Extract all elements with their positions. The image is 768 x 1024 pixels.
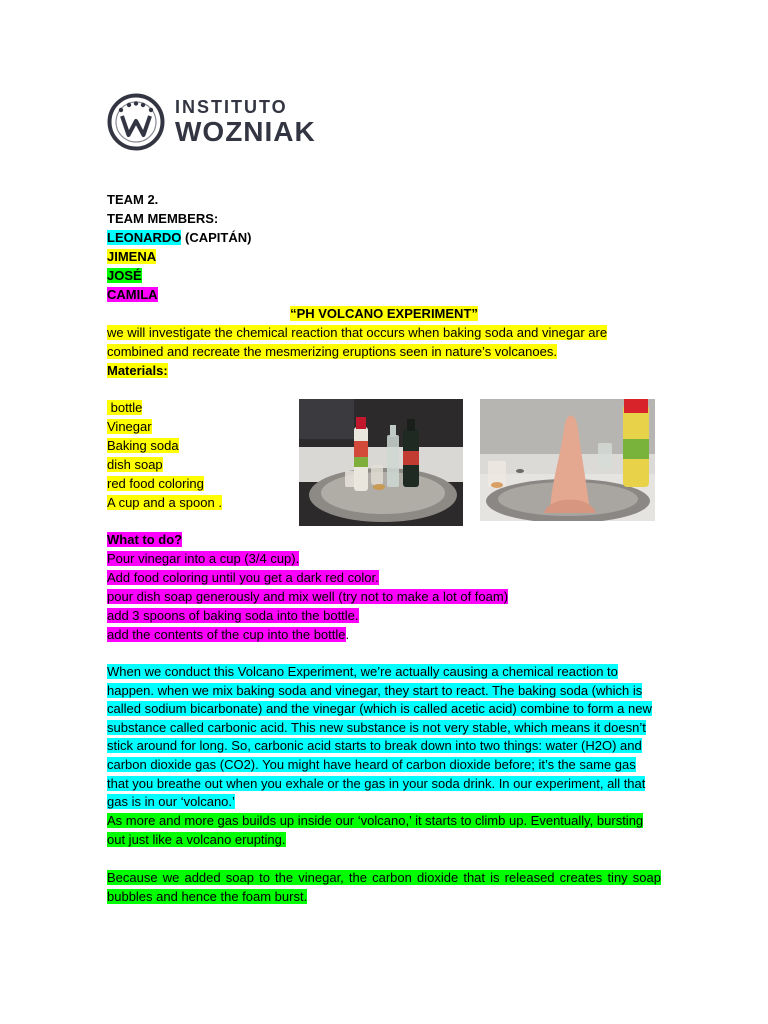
member-name: CAMILA	[107, 287, 158, 302]
team-members-label: TEAM MEMBERS:	[107, 211, 219, 226]
logo-line-1: INSTITUTO	[175, 97, 288, 117]
step-item: Add food coloring until you get a dark red color.	[107, 570, 379, 585]
material-item: Baking soda	[107, 438, 179, 453]
team-title: TEAM 2.	[107, 192, 159, 207]
institute-logo	[107, 91, 316, 153]
materials-label: Materials:	[107, 363, 168, 378]
member-leonardo	[107, 229, 251, 248]
step-item: add 3 spoons of baking soda into the bottle.	[107, 608, 359, 623]
member-camila	[107, 286, 158, 305]
steps-label: What to do?	[107, 532, 183, 547]
member-name: LEONARDO	[107, 230, 182, 245]
w-seal-icon	[107, 93, 165, 151]
eruption-photo	[480, 399, 655, 521]
materials-photo	[299, 399, 463, 526]
member-jose	[107, 267, 142, 286]
logo-line-2: WOZNIAK	[175, 116, 316, 147]
intro-paragraph: we will investigate the chemical reaction that occurs when baking soda and vinegar are combined and recreate the mesmerizing eruptions seen in nature’s volcanoes.	[107, 325, 608, 359]
step-item: add the contents of the cup into the bottle.	[107, 627, 350, 642]
member-name: JOSÉ	[107, 268, 142, 283]
member-role: (CAPITÁN)	[181, 230, 252, 245]
explanation-paragraph: When we conduct this Volcano Experiment, we’re actually causing a chemical reaction to happen. when we mix baking soda and vinegar, they start to react. The baking soda (which is called sodium bicarbonate) and the vinegar (which is called acetic acid) combine to form a new substance called carbonic acid. This new substance is not very stable, which means it doesn’t stick around for long. So, carbonic acid starts to break down into two things: water (H2O) and carbon dioxide gas (CO2). You might have heard of carbon dioxide before; it’s the same gas that you breathe out when you exhale or the gas in your soda drink. In our experiment, all that gas is in our ‘volcano.’	[107, 664, 652, 810]
member-name: JIMENA	[107, 249, 157, 264]
experiment-title: “PH VOLCANO EXPERIMENT”	[290, 306, 478, 321]
material-item: dish soap	[107, 457, 163, 472]
step-item: Pour vinegar into a cup (3/4 cup).	[107, 551, 300, 566]
eruption-paragraph: As more and more gas builds up inside our ‘volcano,’ it starts to climb up. Eventually, bursting out just like a volcano erupting.	[107, 813, 644, 847]
conclusion-paragraph: Because we added soap to the vinegar, the carbon dioxide that is released creates tiny soap bubbles and hence the foam burst.	[107, 870, 661, 904]
material-item: bottle	[107, 400, 143, 415]
material-item: red food coloring	[107, 476, 204, 491]
step-item: pour dish soap generously and mix well (try not to make a lot of foam)	[107, 589, 509, 604]
material-item: Vinegar	[107, 419, 152, 434]
member-jimena	[107, 248, 156, 267]
material-item: A cup and a spoon .	[107, 495, 222, 510]
